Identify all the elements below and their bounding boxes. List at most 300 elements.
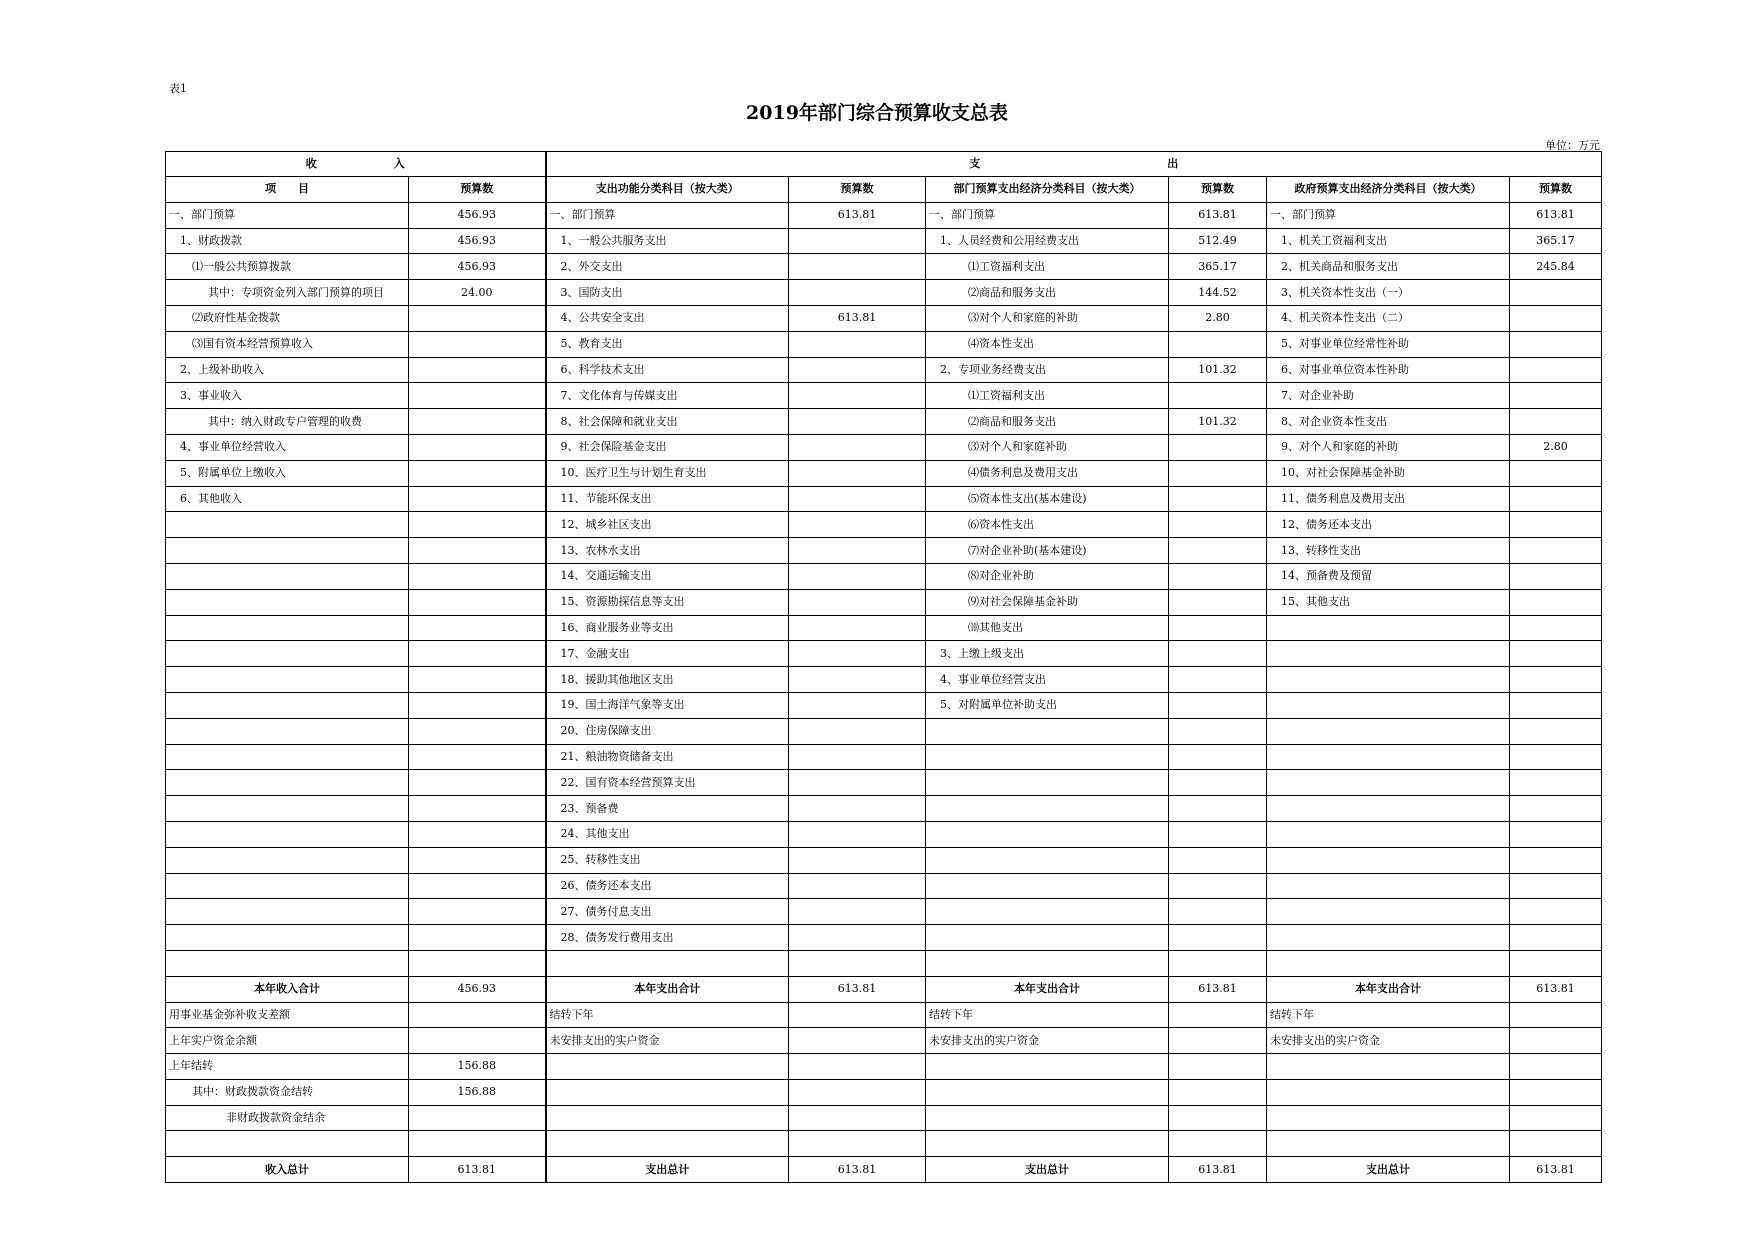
- income-amount: [409, 667, 546, 693]
- dept-econ-item: 2、专项业务经费支出: [926, 357, 1169, 383]
- dept-econ-amount: 512.49: [1169, 228, 1267, 254]
- gov-econ-amount: [1510, 796, 1602, 822]
- dept-econ-item: [926, 796, 1169, 822]
- gov-econ-item: 15、其他支出: [1267, 589, 1510, 615]
- gov-econ-amount: [1510, 538, 1602, 564]
- income-amount: [409, 357, 546, 383]
- gov-econ-item: [1267, 615, 1510, 641]
- income-item: 5、附属单位上缴收入: [166, 460, 409, 486]
- function-item: 28、债务发行费用支出: [546, 925, 789, 951]
- col-header: 预算数: [409, 177, 546, 203]
- income-item: [166, 692, 409, 718]
- function-item: 支出总计: [546, 1157, 789, 1183]
- function-item: 未安排支出的实户资金: [546, 1028, 789, 1054]
- income-item: 本年收入合计: [166, 976, 409, 1002]
- function-amount: 613.81: [789, 976, 926, 1002]
- table-row: [166, 460, 1602, 486]
- gov-econ-item: [1267, 950, 1510, 976]
- table-row: [166, 280, 1602, 306]
- gov-econ-item: 未安排支出的实户资金: [1267, 1028, 1510, 1054]
- function-item: 11、节能环保支出: [546, 486, 789, 512]
- gov-econ-item: 4、机关资本性支出（二）: [1267, 305, 1510, 331]
- function-item: 8、社会保障和就业支出: [546, 409, 789, 435]
- table-row: [166, 1157, 1602, 1183]
- col-header: 支出功能分类科目（按大类）: [546, 177, 789, 203]
- dept-econ-amount: [1169, 538, 1267, 564]
- gov-econ-amount: [1510, 770, 1602, 796]
- function-amount: [789, 821, 926, 847]
- income-item: 1、财政拨款: [166, 228, 409, 254]
- gov-econ-item: 1、机关工资福利支出: [1267, 228, 1510, 254]
- gov-econ-item: 14、预备费及预留: [1267, 563, 1510, 589]
- income-item: 其中：财政拨款资金结转: [166, 1079, 409, 1105]
- dept-econ-item: [926, 770, 1169, 796]
- function-item: 3、国防支出: [546, 280, 789, 306]
- dept-econ-item: 一、部门预算: [926, 202, 1169, 228]
- function-amount: [789, 409, 926, 435]
- income-amount: [409, 409, 546, 435]
- gov-econ-item: [1267, 1054, 1510, 1080]
- table-row: [166, 847, 1602, 873]
- income-item: 其中：纳入财政专户管理的收费: [166, 409, 409, 435]
- function-item: 14、交通运输支出: [546, 563, 789, 589]
- col-header: 预算数: [1510, 177, 1602, 203]
- column-header-row: [166, 177, 1602, 203]
- income-amount: [409, 460, 546, 486]
- gov-econ-item: [1267, 821, 1510, 847]
- function-amount: [789, 744, 926, 770]
- function-amount: [789, 1131, 926, 1157]
- income-amount: [409, 1131, 546, 1157]
- income-item: [166, 589, 409, 615]
- function-amount: [789, 280, 926, 306]
- dept-econ-item: 本年支出合计: [926, 976, 1169, 1002]
- income-item: [166, 641, 409, 667]
- table-row: [166, 1079, 1602, 1105]
- gov-econ-item: 2、机关商品和服务支出: [1267, 254, 1510, 280]
- function-amount: [789, 692, 926, 718]
- gov-econ-item: 13、转移性支出: [1267, 538, 1510, 564]
- budget-summary-table: [165, 151, 1602, 1183]
- table-row: [166, 796, 1602, 822]
- dept-econ-amount: [1169, 667, 1267, 693]
- function-item: 16、商业服务业等支出: [546, 615, 789, 641]
- function-amount: [789, 641, 926, 667]
- gov-econ-item: [1267, 899, 1510, 925]
- table-row: [166, 718, 1602, 744]
- dept-econ-amount: 2.80: [1169, 305, 1267, 331]
- income-item: 2、上级补助收入: [166, 357, 409, 383]
- dept-econ-amount: [1169, 692, 1267, 718]
- gov-econ-amount: [1510, 1079, 1602, 1105]
- function-amount: [789, 254, 926, 280]
- income-amount: 156.88: [409, 1079, 546, 1105]
- table-row: [166, 228, 1602, 254]
- gov-econ-item: [1267, 1131, 1510, 1157]
- gov-econ-amount: [1510, 357, 1602, 383]
- function-amount: [789, 357, 926, 383]
- dept-econ-amount: [1169, 563, 1267, 589]
- dept-econ-item: ⑸资本性支出(基本建设): [926, 486, 1169, 512]
- dept-econ-amount: [1169, 434, 1267, 460]
- income-amount: [409, 950, 546, 976]
- income-amount: [409, 512, 546, 538]
- dept-econ-item: ⑹资本性支出: [926, 512, 1169, 538]
- function-item: [546, 1131, 789, 1157]
- income-item: ⑴一般公共预算拨款: [166, 254, 409, 280]
- dept-econ-amount: [1169, 925, 1267, 951]
- gov-econ-item: 6、对事业单位资本性补助: [1267, 357, 1510, 383]
- gov-econ-amount: 245.84: [1510, 254, 1602, 280]
- group-header-row: [166, 152, 1602, 177]
- dept-econ-amount: [1169, 615, 1267, 641]
- dept-econ-item: 4、事业单位经营支出: [926, 667, 1169, 693]
- dept-econ-amount: [1169, 1131, 1267, 1157]
- function-item: 17、金融支出: [546, 641, 789, 667]
- dept-econ-amount: [1169, 744, 1267, 770]
- income-item: [166, 899, 409, 925]
- income-amount: [409, 1105, 546, 1131]
- table-row: [166, 434, 1602, 460]
- dept-econ-amount: [1169, 1079, 1267, 1105]
- dept-econ-amount: [1169, 1028, 1267, 1054]
- function-item: 2、外交支出: [546, 254, 789, 280]
- income-amount: 456.93: [409, 254, 546, 280]
- gov-econ-amount: [1510, 589, 1602, 615]
- gov-econ-amount: [1510, 1054, 1602, 1080]
- income-amount: [409, 538, 546, 564]
- dept-econ-item: ⑻对企业补助: [926, 563, 1169, 589]
- income-item: [166, 718, 409, 744]
- gov-econ-item: [1267, 847, 1510, 873]
- dept-econ-amount: [1169, 1105, 1267, 1131]
- table-number: 表1: [169, 82, 187, 95]
- dept-econ-amount: [1169, 847, 1267, 873]
- function-amount: [789, 718, 926, 744]
- gov-econ-amount: [1510, 1028, 1602, 1054]
- function-amount: [789, 873, 926, 899]
- table-row: [166, 641, 1602, 667]
- gov-econ-amount: [1510, 950, 1602, 976]
- income-amount: [409, 925, 546, 951]
- income-amount: 456.93: [409, 228, 546, 254]
- function-item: 1、一般公共服务支出: [546, 228, 789, 254]
- dept-econ-amount: [1169, 1002, 1267, 1028]
- gov-econ-amount: [1510, 641, 1602, 667]
- table-row: [166, 1028, 1602, 1054]
- function-item: 23、预备费: [546, 796, 789, 822]
- function-amount: [789, 615, 926, 641]
- dept-econ-item: ⑶对个人和家庭补助: [926, 434, 1169, 460]
- gov-econ-item: 11、债务利息及费用支出: [1267, 486, 1510, 512]
- income-item: [166, 847, 409, 873]
- function-item: 26、债务还本支出: [546, 873, 789, 899]
- income-item: 非财政拨款资金结余: [166, 1105, 409, 1131]
- function-item: [546, 1054, 789, 1080]
- table-row: [166, 1054, 1602, 1080]
- table-row: [166, 744, 1602, 770]
- gov-econ-amount: [1510, 667, 1602, 693]
- table-row: [166, 512, 1602, 538]
- income-amount: [409, 821, 546, 847]
- gov-econ-amount: [1510, 305, 1602, 331]
- dept-econ-amount: [1169, 486, 1267, 512]
- dept-econ-item: 未安排支出的实户资金: [926, 1028, 1169, 1054]
- table-row: [166, 667, 1602, 693]
- gov-econ-amount: [1510, 744, 1602, 770]
- income-item: [166, 538, 409, 564]
- gov-econ-amount: [1510, 692, 1602, 718]
- function-amount: [789, 1002, 926, 1028]
- gov-econ-amount: [1510, 486, 1602, 512]
- dept-econ-item: [926, 950, 1169, 976]
- gov-econ-amount: [1510, 331, 1602, 357]
- page-title: 2019年部门综合预算收支总表: [746, 102, 1008, 124]
- income-amount: [409, 331, 546, 357]
- gov-econ-amount: [1510, 847, 1602, 873]
- gov-econ-amount: [1510, 409, 1602, 435]
- dept-econ-item: [926, 744, 1169, 770]
- dept-econ-amount: [1169, 718, 1267, 744]
- dept-econ-amount: 365.17: [1169, 254, 1267, 280]
- gov-econ-item: [1267, 873, 1510, 899]
- gov-econ-item: 结转下年: [1267, 1002, 1510, 1028]
- table-row: [166, 383, 1602, 409]
- income-item: [166, 744, 409, 770]
- function-item: 21、粮油物资储备支出: [546, 744, 789, 770]
- function-item: 10、医疗卫生与计划生育支出: [546, 460, 789, 486]
- income-amount: [409, 873, 546, 899]
- gov-econ-item: [1267, 641, 1510, 667]
- gov-econ-item: 3、机关资本性支出（一）: [1267, 280, 1510, 306]
- gov-econ-item: 本年支出合计: [1267, 976, 1510, 1002]
- dept-econ-item: 3、上缴上级支出: [926, 641, 1169, 667]
- function-item: 27、债务付息支出: [546, 899, 789, 925]
- dept-econ-item: ⑶对个人和家庭的补助: [926, 305, 1169, 331]
- income-amount: [409, 383, 546, 409]
- function-amount: 613.81: [789, 202, 926, 228]
- gov-econ-amount: [1510, 899, 1602, 925]
- dept-econ-item: ⑴工资福利支出: [926, 383, 1169, 409]
- dept-econ-item: ⑵商品和服务支出: [926, 409, 1169, 435]
- dept-econ-amount: [1169, 873, 1267, 899]
- function-amount: [789, 847, 926, 873]
- function-amount: [789, 1028, 926, 1054]
- function-item: 一、部门预算: [546, 202, 789, 228]
- dept-econ-item: 5、对附属单位补助支出: [926, 692, 1169, 718]
- function-item: 15、资源勘探信息等支出: [546, 589, 789, 615]
- function-item: 24、其他支出: [546, 821, 789, 847]
- table-row: [166, 615, 1602, 641]
- function-item: 9、社会保险基金支出: [546, 434, 789, 460]
- income-amount: [409, 770, 546, 796]
- table-row: [166, 692, 1602, 718]
- gov-econ-item: 10、对社会保障基金补助: [1267, 460, 1510, 486]
- dept-econ-item: ⑼对社会保障基金补助: [926, 589, 1169, 615]
- income-amount: 613.81: [409, 1157, 546, 1183]
- expense-group-header: 支 出: [546, 152, 1602, 177]
- dept-econ-amount: [1169, 383, 1267, 409]
- income-amount: [409, 641, 546, 667]
- income-item: 上年实户资金余额: [166, 1028, 409, 1054]
- dept-econ-item: [926, 899, 1169, 925]
- income-item: ⑶国有资本经营预算收入: [166, 331, 409, 357]
- income-item: [166, 796, 409, 822]
- table-row: [166, 1105, 1602, 1131]
- gov-econ-amount: 365.17: [1510, 228, 1602, 254]
- dept-econ-item: 支出总计: [926, 1157, 1169, 1183]
- dept-econ-item: [926, 1054, 1169, 1080]
- income-amount: 156.88: [409, 1054, 546, 1080]
- dept-econ-item: ⑺对企业补助(基本建设): [926, 538, 1169, 564]
- dept-econ-amount: [1169, 950, 1267, 976]
- gov-econ-item: [1267, 718, 1510, 744]
- income-item: [166, 667, 409, 693]
- income-amount: [409, 305, 546, 331]
- gov-econ-amount: [1510, 383, 1602, 409]
- dept-econ-amount: [1169, 1054, 1267, 1080]
- gov-econ-amount: [1510, 1131, 1602, 1157]
- gov-econ-amount: [1510, 615, 1602, 641]
- table-row: [166, 1002, 1602, 1028]
- income-amount: [409, 1028, 546, 1054]
- function-item: 13、农林水支出: [546, 538, 789, 564]
- income-item: 4、事业单位经营收入: [166, 434, 409, 460]
- dept-econ-amount: [1169, 796, 1267, 822]
- dept-econ-item: [926, 1131, 1169, 1157]
- gov-econ-amount: [1510, 1105, 1602, 1131]
- gov-econ-item: [1267, 796, 1510, 822]
- income-item: 用事业基金弥补收支差额: [166, 1002, 409, 1028]
- function-amount: [789, 589, 926, 615]
- function-item: 7、文化体育与传媒支出: [546, 383, 789, 409]
- dept-econ-item: 1、人员经费和公用经费支出: [926, 228, 1169, 254]
- dept-econ-item: [926, 1105, 1169, 1131]
- function-amount: [789, 512, 926, 538]
- dept-econ-amount: [1169, 641, 1267, 667]
- income-amount: [409, 796, 546, 822]
- dept-econ-amount: [1169, 460, 1267, 486]
- income-amount: 456.93: [409, 202, 546, 228]
- function-amount: [789, 486, 926, 512]
- income-item: [166, 1131, 409, 1157]
- income-amount: [409, 486, 546, 512]
- gov-econ-amount: [1510, 718, 1602, 744]
- dept-econ-amount: 613.81: [1169, 202, 1267, 228]
- income-amount: [409, 718, 546, 744]
- gov-econ-item: [1267, 925, 1510, 951]
- dept-econ-amount: [1169, 770, 1267, 796]
- gov-econ-amount: [1510, 925, 1602, 951]
- table-row: [166, 538, 1602, 564]
- income-item: [166, 563, 409, 589]
- function-amount: [789, 796, 926, 822]
- dept-econ-amount: 101.32: [1169, 409, 1267, 435]
- function-item: 本年支出合计: [546, 976, 789, 1002]
- function-item: 4、公共安全支出: [546, 305, 789, 331]
- gov-econ-amount: [1510, 821, 1602, 847]
- dept-econ-item: ⑷资本性支出: [926, 331, 1169, 357]
- gov-econ-amount: 613.81: [1510, 202, 1602, 228]
- function-amount: [789, 770, 926, 796]
- dept-econ-item: [926, 847, 1169, 873]
- col-header: 预算数: [1169, 177, 1267, 203]
- table-row: [166, 589, 1602, 615]
- function-item: 18、援助其他地区支出: [546, 667, 789, 693]
- income-item: 6、其他收入: [166, 486, 409, 512]
- function-amount: [789, 1079, 926, 1105]
- table-row: [166, 950, 1602, 976]
- dept-econ-item: [926, 821, 1169, 847]
- income-item: [166, 950, 409, 976]
- function-amount: [789, 899, 926, 925]
- function-amount: [789, 228, 926, 254]
- income-amount: 24.00: [409, 280, 546, 306]
- gov-econ-item: 9、对个人和家庭的补助: [1267, 434, 1510, 460]
- gov-econ-amount: 613.81: [1510, 976, 1602, 1002]
- income-item: [166, 615, 409, 641]
- function-amount: [789, 434, 926, 460]
- dept-econ-item: [926, 873, 1169, 899]
- gov-econ-amount: [1510, 1002, 1602, 1028]
- table-row: [166, 331, 1602, 357]
- function-amount: 613.81: [789, 1157, 926, 1183]
- income-amount: [409, 1002, 546, 1028]
- dept-econ-item: [926, 925, 1169, 951]
- gov-econ-item: [1267, 770, 1510, 796]
- income-amount: [409, 692, 546, 718]
- function-amount: [789, 925, 926, 951]
- gov-econ-item: [1267, 1105, 1510, 1131]
- table-row: [166, 899, 1602, 925]
- income-item: [166, 873, 409, 899]
- gov-econ-item: 7、对企业补助: [1267, 383, 1510, 409]
- dept-econ-item: ⑴工资福利支出: [926, 254, 1169, 280]
- dept-econ-item: ⑵商品和服务支出: [926, 280, 1169, 306]
- function-item: [546, 1105, 789, 1131]
- gov-econ-item: [1267, 692, 1510, 718]
- function-item: [546, 950, 789, 976]
- function-item: 结转下年: [546, 1002, 789, 1028]
- function-amount: [789, 538, 926, 564]
- gov-econ-amount: [1510, 280, 1602, 306]
- table-row: [166, 770, 1602, 796]
- gov-econ-amount: 613.81: [1510, 1157, 1602, 1183]
- function-item: 25、转移性支出: [546, 847, 789, 873]
- col-header: 项 目: [166, 177, 409, 203]
- gov-econ-item: 8、对企业资本性支出: [1267, 409, 1510, 435]
- income-amount: [409, 615, 546, 641]
- function-amount: 613.81: [789, 305, 926, 331]
- gov-econ-amount: [1510, 512, 1602, 538]
- dept-econ-item: [926, 718, 1169, 744]
- function-item: 6、科学技术支出: [546, 357, 789, 383]
- dept-econ-item: 结转下年: [926, 1002, 1169, 1028]
- table-row: [166, 925, 1602, 951]
- gov-econ-amount: [1510, 563, 1602, 589]
- gov-econ-amount: [1510, 873, 1602, 899]
- income-item: 上年结转: [166, 1054, 409, 1080]
- income-item: 3、事业收入: [166, 383, 409, 409]
- table-row: [166, 305, 1602, 331]
- function-item: 22、国有资本经营预算支出: [546, 770, 789, 796]
- function-item: 5、教育支出: [546, 331, 789, 357]
- gov-econ-item: 支出总计: [1267, 1157, 1510, 1183]
- dept-econ-amount: 613.81: [1169, 976, 1267, 1002]
- function-amount: [789, 950, 926, 976]
- table-row: [166, 563, 1602, 589]
- dept-econ-item: ⑷债务利息及费用支出: [926, 460, 1169, 486]
